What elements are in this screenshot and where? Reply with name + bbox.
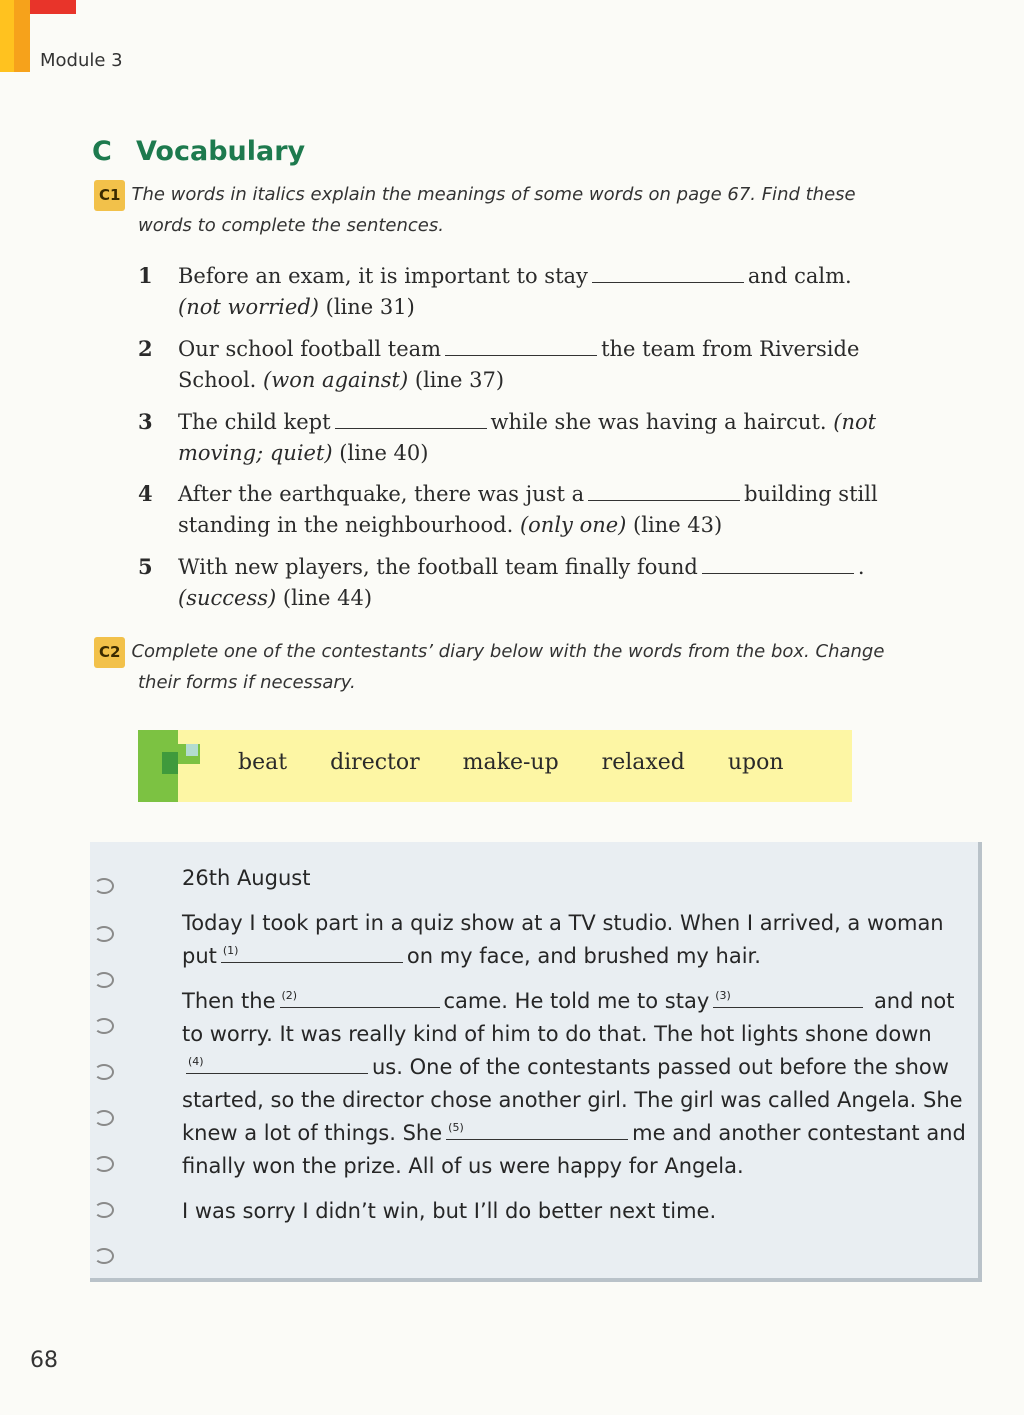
question-text: . <box>857 555 865 579</box>
ring-icon <box>94 1156 114 1172</box>
c1-instruction <box>94 180 974 240</box>
c2-instruction-line2: their forms if necessary. <box>138 672 356 693</box>
question-line-ref: (line 43) <box>633 513 723 537</box>
question-4 <box>138 478 938 541</box>
diary-blank-1[interactable] <box>221 944 403 963</box>
word-list <box>238 750 820 775</box>
c2-badge: C2 <box>94 637 125 668</box>
question-hint: (only one) <box>519 513 627 537</box>
diary-text-span: another contestant and finally won the prize. All of us were happy for <box>182 1121 966 1178</box>
question-line-ref: (line 40) <box>339 441 429 465</box>
question-hint: moving; quiet) <box>178 441 333 465</box>
blank-number: (3) <box>715 989 731 1002</box>
question-text: With new players, the football team finally found <box>178 555 698 579</box>
diary-text-span: put <box>182 944 217 968</box>
diary-blank-5[interactable] <box>446 1121 628 1140</box>
ring-icon <box>94 1064 114 1080</box>
section-letter: C <box>92 136 112 167</box>
diary-text-span: us. One of the contestants passed out <box>372 1055 773 1079</box>
question-text: while she was having a haircut. <box>490 410 827 434</box>
diary-blank-3[interactable] <box>713 989 863 1008</box>
diary-text-span: me and <box>632 1121 712 1145</box>
blank-number: (2) <box>281 989 298 1002</box>
answer-blank[interactable] <box>588 482 740 501</box>
diary-paragraph: I was sorry I didn’t win, but I’ll do better next time. <box>182 1199 717 1223</box>
diary-text-span: called Angela. She knew a lot of things. She <box>182 1088 963 1145</box>
diary-text-span: Then the <box>182 989 276 1013</box>
blank-number: (5) <box>448 1121 464 1134</box>
question-text: The child kept <box>178 410 331 434</box>
question-number: 3 <box>138 409 153 434</box>
c2-instruction <box>94 637 974 697</box>
diary-text-span: shone down <box>805 1022 932 1046</box>
c1-badge: C1 <box>94 180 125 211</box>
c1-instruction-line2: words to complete the sentences. <box>138 215 444 236</box>
word-item: beat <box>238 750 288 775</box>
diary-paragraph <box>182 907 972 973</box>
ring-icon <box>94 1248 114 1264</box>
ring-icon <box>94 972 114 988</box>
question-text: the team from Riverside <box>601 337 860 361</box>
question-hint: (not worried) <box>178 295 319 319</box>
diary-text-span: Angela. <box>664 1154 744 1178</box>
diary-blank-2[interactable] <box>280 989 440 1008</box>
question-3 <box>138 406 938 469</box>
answer-blank[interactable] <box>592 264 744 283</box>
section-title <box>92 136 305 167</box>
word-item: director <box>330 750 420 775</box>
c1-instruction-line1: The words in italics explain the meanings of some words on page 67. Find these <box>131 184 856 205</box>
diary-date: 26th August <box>182 866 311 890</box>
corner-decoration-yellow <box>0 0 14 72</box>
module-label: Module 3 <box>40 50 123 71</box>
question-line-ref: (line 31) <box>325 295 415 319</box>
diary-text-span: Today I took part in a quiz show at a TV studio. When I arrived, a woman <box>182 911 944 935</box>
answer-blank[interactable] <box>702 555 854 574</box>
word-box <box>138 730 852 802</box>
question-line-ref: (line 44) <box>282 586 373 610</box>
answer-blank[interactable] <box>335 410 487 429</box>
question-number: 2 <box>138 336 153 361</box>
question-number: 4 <box>138 481 153 506</box>
corner-decoration-red <box>30 0 76 14</box>
diary-text-span: and not to worry. It was really kind of him to do that. The hot lights <box>182 989 955 1046</box>
question-number: 5 <box>138 554 153 579</box>
diary-text-span: before the show started, so the director chose another girl. The girl was <box>182 1055 949 1112</box>
page-number: 68 <box>30 1348 58 1373</box>
ring-icon <box>94 1202 114 1218</box>
ring-icon <box>94 1018 114 1034</box>
question-hint: (not <box>833 410 877 434</box>
ring-icon <box>94 926 114 942</box>
blank-number: (1) <box>222 944 239 957</box>
question-text: Our school football team <box>178 337 442 361</box>
word-item: make-up <box>462 750 559 775</box>
question-text: Before an exam, it is important to stay <box>178 264 588 288</box>
ring-icon <box>94 878 114 894</box>
question-text: After the earthquake, there was just a <box>178 482 585 506</box>
diary-text-span: came. He told me to stay <box>443 989 710 1013</box>
question-line-ref: (line 37) <box>414 368 505 392</box>
word-item: relaxed <box>601 750 685 775</box>
diary-text-span: on my face, and brushed my hair. <box>406 944 761 968</box>
diary-blank-4[interactable] <box>186 1055 368 1074</box>
word-box-decoration <box>186 744 198 756</box>
ring-icon <box>94 1110 114 1126</box>
question-text: School. <box>178 368 257 392</box>
question-text: and calm. <box>747 264 852 288</box>
blank-number: (4) <box>188 1055 204 1068</box>
diary-page <box>90 842 982 1282</box>
question-number: 1 <box>138 263 153 288</box>
word-box-decoration <box>162 752 178 774</box>
question-text: building still <box>744 482 878 506</box>
question-text: standing in the neighbourhood. <box>178 513 514 537</box>
c2-instruction-line1: Complete one of the contestants’ diary below with the words from the box. Change <box>131 641 885 662</box>
question-hint: (success) <box>178 586 277 610</box>
diary-paragraph <box>182 985 972 1183</box>
word-item: upon <box>727 750 784 775</box>
question-1 <box>138 260 938 323</box>
section-title-text: Vocabulary <box>136 136 306 167</box>
question-5 <box>138 551 938 614</box>
question-2 <box>138 333 938 396</box>
diary-text <box>182 862 972 1240</box>
question-hint: (won against) <box>263 368 409 392</box>
answer-blank[interactable] <box>445 337 597 356</box>
